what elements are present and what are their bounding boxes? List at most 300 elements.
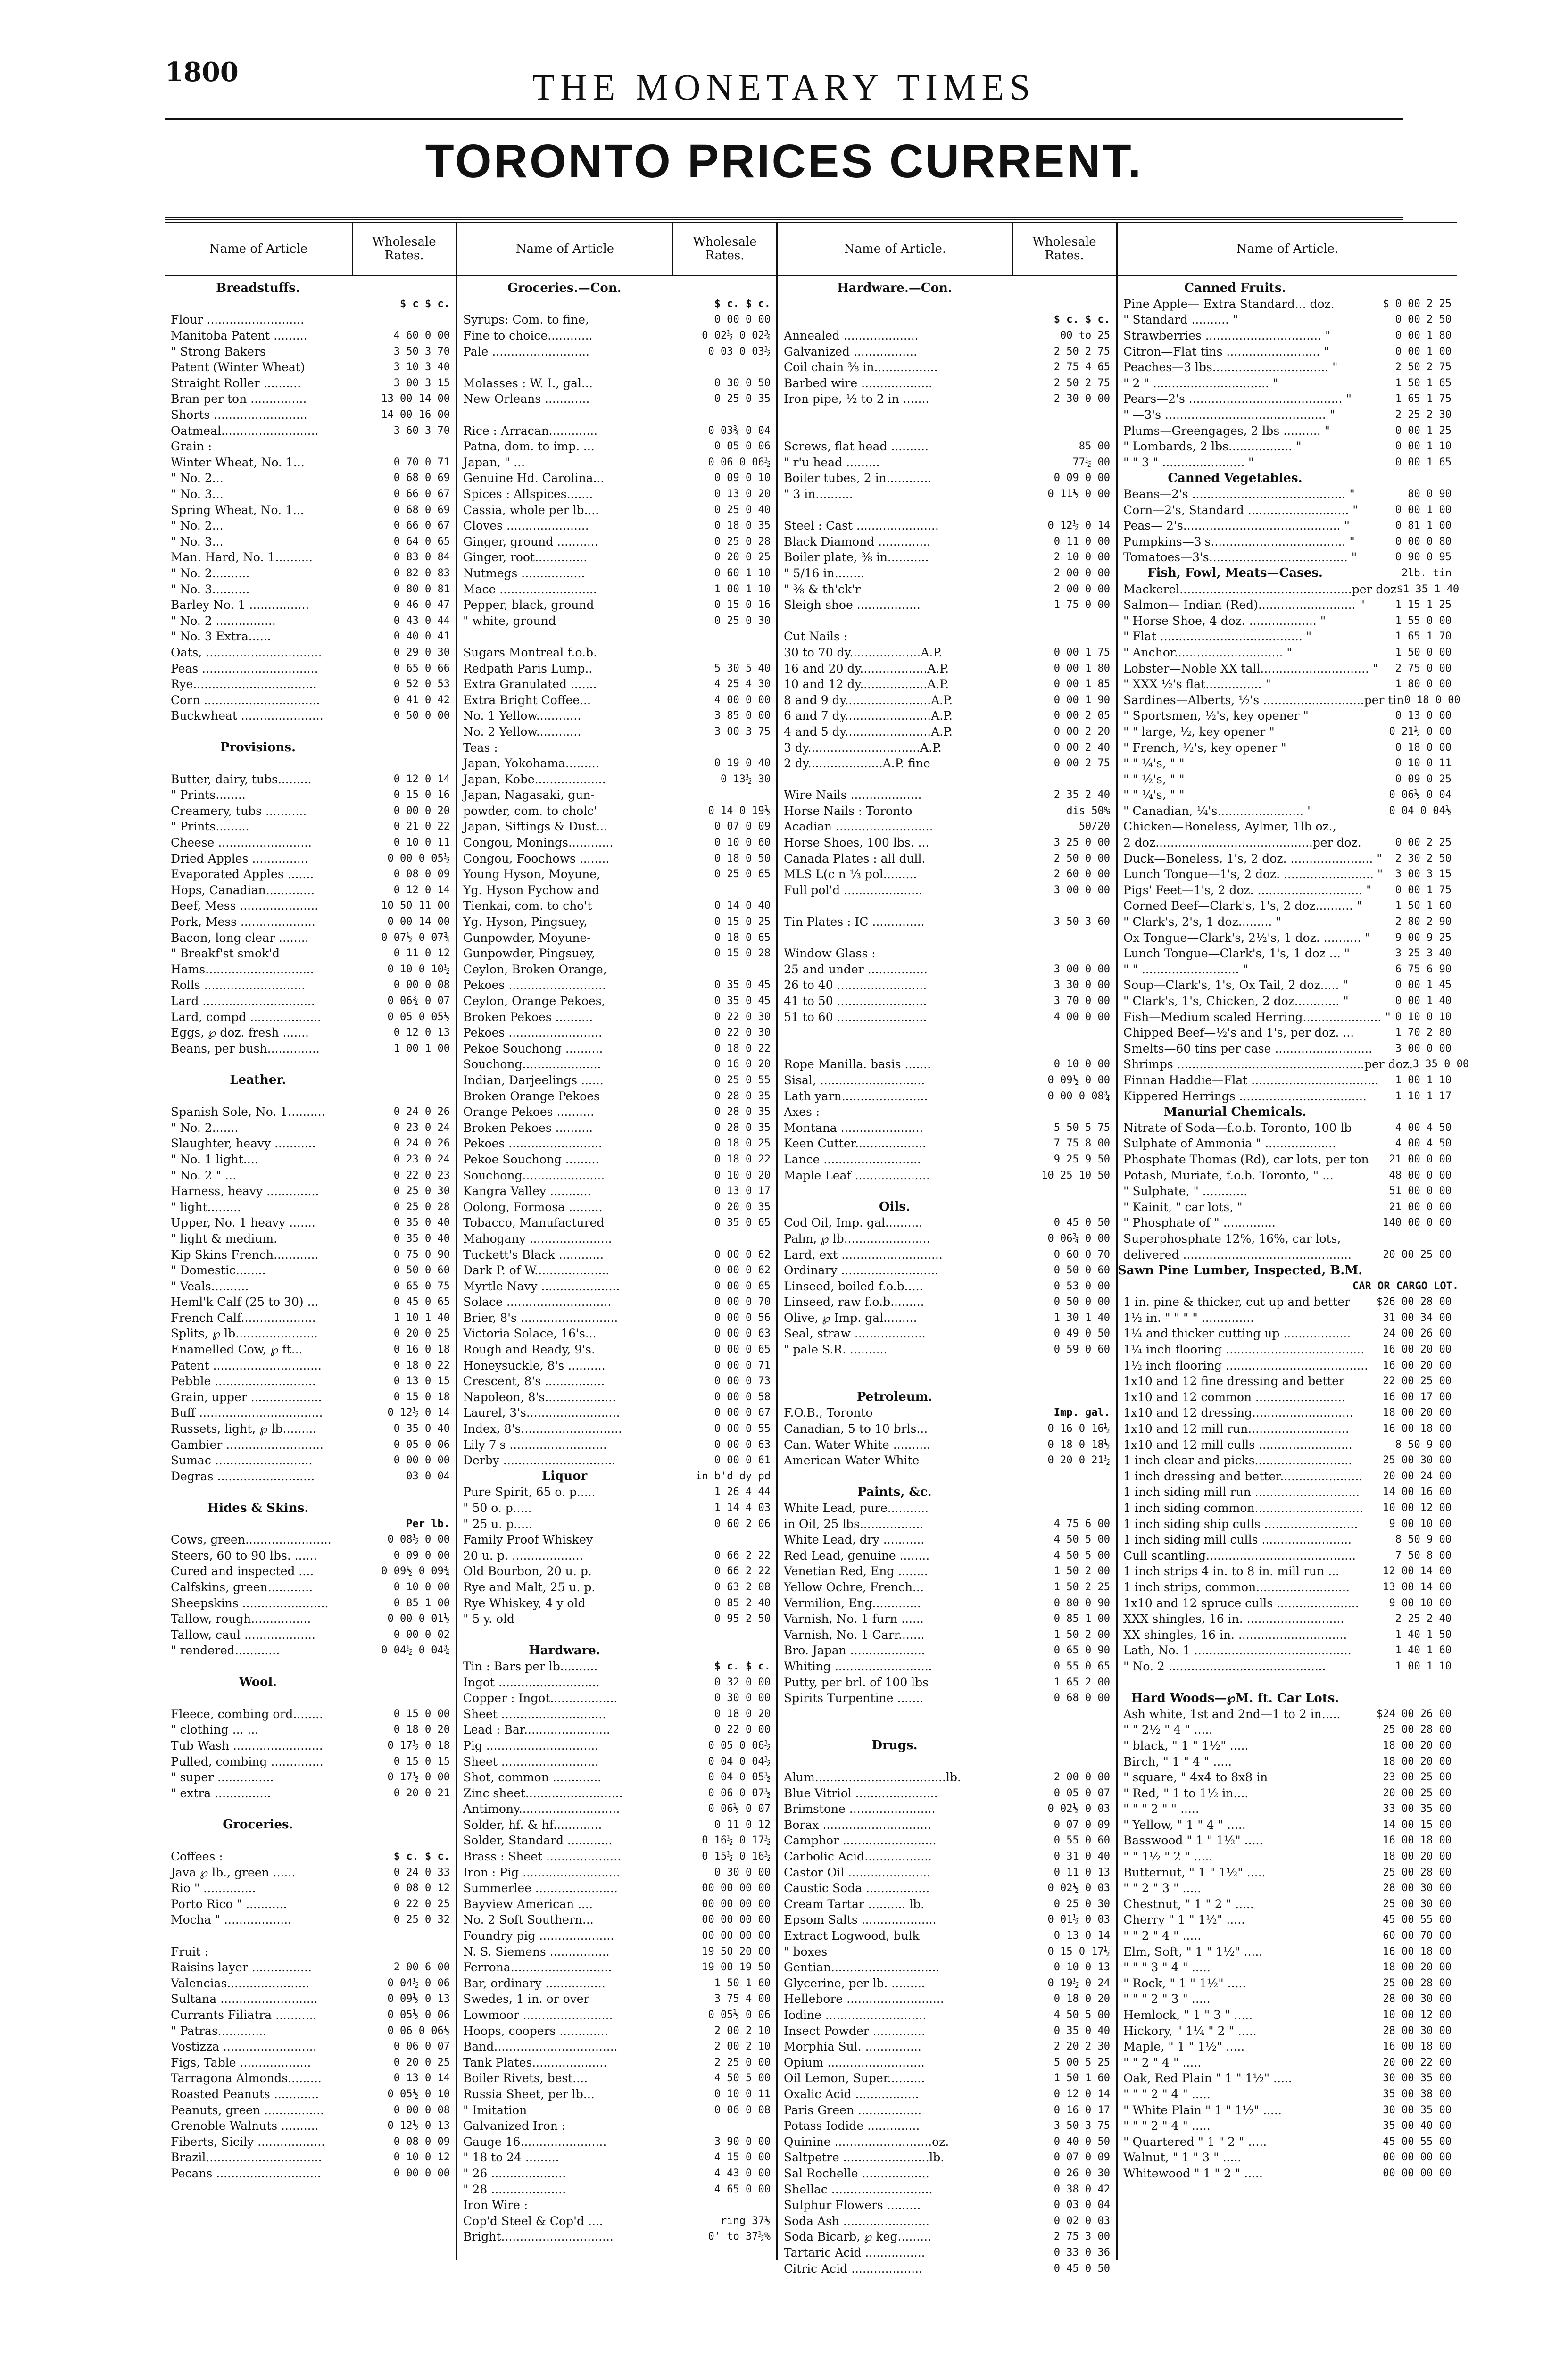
- price-value: 1 50 2 00: [1054, 1565, 1110, 1578]
- article-name: Shot, common .............: [463, 1770, 602, 1785]
- price-row: [457, 787, 776, 803]
- section-title: Groceries.: [223, 1818, 293, 1832]
- article-name: Beans—2's ......................................... ": [1123, 487, 1355, 501]
- price-row: [165, 1453, 456, 1469]
- price-value: 0 04 0 04½: [1389, 805, 1452, 817]
- article-name: Galvanized Iron :: [463, 2119, 566, 2133]
- price-value: 0 12½ 0 14: [1047, 520, 1110, 532]
- article-name: " " " 3 " 4 " .....: [1123, 1960, 1211, 1975]
- price-row: [165, 660, 456, 676]
- article-name: 20 u. p. ...................: [463, 1548, 583, 1562]
- article-name: Mocha " ..................: [171, 1913, 292, 1927]
- price-row: [778, 2086, 1116, 2102]
- price-row: [165, 1579, 456, 1595]
- article-name: 1 inch dressing and better......................: [1123, 1469, 1363, 1483]
- price-row: [1118, 930, 1457, 946]
- price-row: [457, 1595, 776, 1611]
- price-value: 0 01½ 0 03: [1047, 1914, 1110, 1926]
- price-row: [457, 1817, 776, 1833]
- price-value: 0 16 0 17: [1054, 2104, 1110, 2116]
- article-name: Sal Rochelle ..................: [784, 2166, 929, 2180]
- article-name: Peanuts, green ................: [171, 2103, 324, 2117]
- price-row: [1118, 708, 1457, 724]
- price-row: [165, 645, 456, 661]
- price-value: 0 90 0 95: [1395, 551, 1452, 564]
- price-value: 1 14 4 03: [714, 1502, 771, 1514]
- price-row: [457, 502, 776, 518]
- article-name: Bar, ordinary ................: [463, 1976, 606, 1990]
- article-name: Lath, No. 1 ..........................................: [1123, 1644, 1352, 1658]
- article-name: Extra Bright Coffee...: [463, 693, 591, 707]
- article-name: Peaches—3 lbs............................... ": [1123, 360, 1338, 374]
- price-row: [165, 328, 456, 344]
- article-name: Harness, heavy ..............: [171, 1184, 319, 1198]
- article-name: No. 2 Yellow............: [463, 724, 581, 739]
- price-row: [1118, 1025, 1457, 1041]
- article-name: " clothing ... ...: [171, 1723, 259, 1737]
- price-row: [1118, 296, 1457, 312]
- price-row: [1118, 1500, 1457, 1516]
- price-row: [457, 1833, 776, 1849]
- price-row: [1118, 977, 1457, 993]
- row-spacer: [778, 502, 1116, 518]
- article-name: Horse Shoes, 100 lbs. ...: [784, 836, 929, 850]
- column-name-header: Name of Article: [165, 223, 353, 275]
- article-name: Tank Plates....................: [463, 2055, 607, 2069]
- article-name: " 50 o. p.....: [463, 1501, 532, 1515]
- price-row: [778, 914, 1116, 930]
- price-value: 13 00 14 00: [1383, 1581, 1452, 1593]
- price-value: 0 05 0 06½: [708, 1739, 771, 1752]
- price-value: 0 50 0 60: [393, 1264, 450, 1277]
- price-value: 0 13 0 15: [393, 1375, 450, 1387]
- article-name: Hams.............................: [171, 962, 314, 976]
- price-row: [778, 962, 1116, 978]
- article-name: Broken Pekoes ..........: [463, 1010, 593, 1024]
- article-name: Caustic Soda .................: [784, 1881, 930, 1895]
- price-value: 0 15 0 16: [393, 789, 450, 801]
- price-value: 1 26 4 44: [714, 1486, 771, 1498]
- price-row: [457, 1246, 776, 1262]
- price-value: 3 85 0 00: [714, 710, 771, 722]
- price-value: 0' to 37½%: [708, 2231, 771, 2243]
- price-value: 0 06¾ 0 07: [387, 995, 450, 1007]
- price-value: 0 04 0 04½: [708, 1755, 771, 1768]
- price-row: [1118, 1041, 1457, 1057]
- price-row: [778, 739, 1116, 756]
- price-value: 0 50 0 60: [1054, 1264, 1110, 1277]
- price-row: [778, 1326, 1116, 1342]
- article-name: Tin Plates : IC ..............: [784, 915, 925, 929]
- price-row: [778, 803, 1116, 819]
- price-row: [778, 1120, 1116, 1136]
- price-value: 0 43 0 44: [393, 614, 450, 627]
- price-row: [1118, 1738, 1457, 1754]
- price-row: [457, 708, 776, 724]
- price-row: [1118, 2055, 1457, 2071]
- price-value: 0 70 0 71: [393, 456, 450, 468]
- article-name: 1 in. pine & thicker, cut up and better: [1123, 1295, 1350, 1309]
- price-row: [457, 803, 776, 819]
- price-row: [165, 898, 456, 914]
- article-name: " " 3 " ...................... ": [1123, 455, 1254, 469]
- price-value: 14 00 16 00: [1383, 1486, 1452, 1498]
- price-value: 0 02½ 0 02¾: [702, 330, 771, 342]
- price-row: [1118, 1785, 1457, 1801]
- price-row: [457, 1738, 776, 1754]
- column-body: [457, 276, 776, 2260]
- price-row: [778, 993, 1116, 1009]
- article-name: Iron : Pig ..........................: [463, 1865, 620, 1879]
- article-name: Pure Spirit, 65 o. p.....: [463, 1485, 596, 1499]
- price-value: 0 64 0 65: [393, 535, 450, 548]
- price-row: [457, 866, 776, 882]
- price-row: [778, 1342, 1116, 1358]
- price-row: [165, 613, 456, 629]
- row-spacer: [165, 1928, 456, 1944]
- price-row: [165, 391, 456, 407]
- article-name: Currants Filiatra ...........: [171, 2008, 317, 2022]
- article-name: Steers, 60 to 90 lbs. ......: [171, 1548, 317, 1562]
- price-value: 2 10 0 00: [1054, 551, 1110, 564]
- price-row: [457, 1706, 776, 1722]
- price-value: 4 00 0 00: [1054, 1011, 1110, 1023]
- price-row: [778, 946, 1116, 962]
- article-name: Boiler plate, ⅜ in...........: [784, 550, 929, 565]
- article-name: Annealed ....................: [784, 329, 919, 343]
- article-name: Camphor .........................: [784, 1834, 937, 1848]
- price-row: [778, 597, 1116, 613]
- article-name: Pears—2's ......................................... ": [1123, 392, 1352, 406]
- price-row: [778, 819, 1116, 835]
- price-row: [778, 455, 1116, 471]
- price-row: [457, 296, 776, 312]
- article-name: " No. 3..........: [171, 582, 250, 596]
- section-title: Hard Woods—℘M. ft. Car Lots.: [1131, 1691, 1339, 1705]
- article-name: Japan, Siftings & Dust...: [463, 820, 608, 834]
- price-row: [165, 1310, 456, 1326]
- price-value: 0 59 0 60: [1054, 1344, 1110, 1356]
- price-row: [165, 1738, 456, 1754]
- price-value: 0 40 0 41: [393, 631, 450, 643]
- article-name: New Orleans ............: [463, 392, 590, 406]
- price-value: 28 00 30 00: [1383, 1993, 1452, 2005]
- price-row: [1118, 1405, 1457, 1421]
- price-row: [1118, 660, 1457, 676]
- price-value: 3 00 3 15: [1395, 868, 1452, 880]
- price-row: [457, 850, 776, 866]
- article-name: Pekoes .........................: [463, 1026, 602, 1040]
- price-value: 1 80 0 00: [1395, 678, 1452, 690]
- article-name: Plums—Greengages, 2 lbs .......... ": [1123, 423, 1330, 438]
- price-row: [1118, 1278, 1457, 1294]
- price-row: [778, 565, 1116, 581]
- price-row: [457, 1659, 776, 1675]
- section-title: Paints, &c.: [857, 1485, 932, 1499]
- article-name: Oil Lemon, Super..........: [784, 2071, 925, 2085]
- price-value: 0 12½ 0 13: [387, 2120, 450, 2132]
- price-row: [778, 1849, 1116, 1865]
- article-name: Gauge 16.......................: [463, 2134, 607, 2149]
- price-row: [165, 2134, 456, 2150]
- article-name: Duck—Boneless, 1's, 2 doz. ...................... ": [1123, 851, 1382, 865]
- article-name: N. S. Siemens ................: [463, 1944, 610, 1959]
- article-name: 1x10 and 12 mill run...........................: [1123, 1422, 1349, 1436]
- price-row: [1118, 1976, 1457, 1992]
- price-value: 0 00 0 65: [714, 1280, 771, 1292]
- price-value: 0 38 0 42: [1054, 2183, 1110, 2195]
- price-value: 3 90 0 00: [714, 2135, 771, 2148]
- price-value: $ c. $ c.: [1054, 314, 1110, 326]
- price-value: 0 07½ 0 07¾: [381, 931, 450, 944]
- article-name: Family Proof Whiskey: [463, 1533, 593, 1547]
- price-value: 0 13 0 14: [1054, 1930, 1110, 1942]
- article-name: Whitewood " 1 " 2 " .....: [1123, 2166, 1263, 2180]
- price-value: 0 25 0 30: [393, 1185, 450, 1197]
- price-value: 4 50 5 00: [1054, 1549, 1110, 1561]
- article-name: Strawberries ............................... ": [1123, 329, 1331, 343]
- section-heading: [457, 1469, 776, 1485]
- article-name: Fine to choice............: [463, 329, 593, 343]
- article-name: Vostizza .........................: [171, 2040, 317, 2054]
- price-row: [457, 1152, 776, 1168]
- article-name: Venetian Red, Eng ........: [784, 1564, 928, 1578]
- row-spacer: [778, 1025, 1116, 1041]
- price-row: [1118, 882, 1457, 898]
- price-value: 2 75 3 00: [1054, 2231, 1110, 2243]
- article-name: Fish—Medium scaled Herring..................... ": [1123, 1010, 1391, 1024]
- article-name: Ordinary ..........................: [784, 1263, 939, 1278]
- price-value: 0 09 0 00: [1054, 472, 1110, 484]
- price-value: 1 50 1 65: [1395, 377, 1452, 389]
- article-name: Japan, Kobe...................: [463, 772, 606, 786]
- article-name: Ceylon, Orange Pekoes,: [463, 994, 606, 1008]
- article-name: Canadian, 5 to 10 brls...: [784, 1422, 928, 1436]
- article-name: Alum...................................lb.: [784, 1770, 961, 1785]
- price-value: 2 25 2 30: [1395, 409, 1452, 421]
- article-name: Brass : Sheet ....................: [463, 1850, 621, 1864]
- price-value: 0 18 0 20: [1054, 1993, 1110, 2005]
- price-value: 0 22 0 30: [714, 1011, 771, 1023]
- price-value: 1 65 2 00: [1054, 1676, 1110, 1688]
- article-name: Peas— 2's.......................................... ": [1123, 519, 1350, 533]
- price-value: 0 10 0 13: [1054, 1961, 1110, 1974]
- price-row: [1118, 1959, 1457, 1976]
- price-value: 140 00 0 00: [1383, 1217, 1452, 1229]
- price-row: [457, 676, 776, 692]
- price-value: 00 00 00 00: [702, 1898, 771, 1910]
- price-value: ring 37½: [721, 2215, 771, 2227]
- article-name: Shorts .........................: [171, 408, 307, 422]
- price-value: 30 00 35 00: [1383, 2072, 1452, 2084]
- price-value: 0 85 2 40: [714, 1597, 771, 1609]
- price-row: [457, 1801, 776, 1817]
- article-name: 1x10 and 12 common ........................: [1123, 1390, 1345, 1404]
- price-row: [1118, 1389, 1457, 1405]
- article-name: Crescent, 8's ................: [463, 1374, 605, 1388]
- price-value: 4 50 5 00: [1054, 2009, 1110, 2021]
- price-row: [165, 787, 456, 803]
- article-name: Patent .............................: [171, 1358, 322, 1372]
- price-row: [457, 2197, 776, 2213]
- article-name: Dried Apples ...............: [171, 851, 308, 865]
- article-name: Yellow Ochre, French...: [784, 1580, 924, 1594]
- article-name: " Clark's, 1's, Chicken, 2 doz............ ": [1123, 994, 1349, 1008]
- article-name: " French, ½'s, key opener ": [1123, 740, 1286, 755]
- row-spacer: [778, 898, 1116, 914]
- article-name: Bayview American ....: [463, 1897, 593, 1911]
- section-heading: [165, 1072, 456, 1088]
- article-name: Eggs, ℘ doz. fresh .......: [171, 1026, 309, 1040]
- price-value: 8 50 9 00: [1395, 1534, 1452, 1546]
- price-row: [165, 1294, 456, 1310]
- price-row: [1118, 2102, 1457, 2118]
- article-name: 1x10 and 12 spruce culls ......................: [1123, 1596, 1359, 1610]
- price-value: 25 00 28 00: [1383, 1977, 1452, 1989]
- price-row: [778, 375, 1116, 391]
- article-name: " boxes: [784, 1944, 828, 1959]
- price-row: [778, 2260, 1116, 2276]
- price-row: [457, 1310, 776, 1326]
- article-name: Iron Wire :: [463, 2198, 528, 2212]
- article-name: Figs, Table ...................: [171, 2055, 311, 2069]
- price-value: 0 09½ 0 00: [1047, 1074, 1110, 1086]
- article-name: Honeysuckle, 8's ..........: [463, 1358, 606, 1372]
- price-value: 0 16½ 0 17½: [702, 1835, 771, 1847]
- article-name: Opium ..........................: [784, 2055, 925, 2069]
- article-name: Buckwheat ......................: [171, 709, 324, 723]
- price-row: [778, 1611, 1116, 1627]
- price-value: 0 18 0 18½: [1047, 1438, 1110, 1451]
- article-name: Pigs' Feet—1's, 2 doz. ............................ ": [1123, 883, 1372, 897]
- price-row: [1118, 2166, 1457, 2182]
- price-value: 0 00 0 00: [393, 1454, 450, 1467]
- price-row: [457, 1025, 776, 1041]
- price-row: [457, 1373, 776, 1389]
- price-value: 0 00 2 20: [1054, 725, 1110, 738]
- price-row: [165, 439, 456, 455]
- price-value: 0 53 0 00: [1054, 1280, 1110, 1292]
- row-spacer: [457, 629, 776, 645]
- price-row: [1118, 1199, 1457, 1215]
- price-row: [1118, 1548, 1457, 1564]
- price-row: [1118, 787, 1457, 803]
- article-name: Spring Wheat, No. 1...: [171, 503, 304, 517]
- article-name: Swedes, 1 in. or over: [463, 1992, 589, 2006]
- article-name: Cop'd Steel & Cop'd ....: [463, 2214, 603, 2228]
- price-value: 1 65 1 70: [1395, 631, 1452, 643]
- price-row: [1118, 898, 1457, 914]
- article-name: Grain, upper ...................: [171, 1390, 322, 1404]
- price-row: [778, 2118, 1116, 2134]
- article-name: Soda Bicarb, ℘ keg.........: [784, 2230, 932, 2244]
- section-title: Provisions.: [220, 740, 296, 755]
- price-row: [778, 756, 1116, 772]
- price-row: [1118, 1880, 1457, 1896]
- article-name: Butternut, " 1 " 1½" .....: [1123, 1865, 1266, 1879]
- price-row: [457, 1056, 776, 1072]
- article-name: Solder, hf. & hf.............: [463, 1818, 602, 1832]
- price-value: 4 75 6 00: [1054, 1518, 1110, 1530]
- article-name: " Horse Shoe, 4 doz. .................. ": [1123, 614, 1326, 628]
- article-name: 25 and under ................: [784, 962, 928, 976]
- price-value: 2 00 2 10: [714, 2025, 771, 2037]
- price-value: 2 50 2 75: [1054, 345, 1110, 357]
- price-row: [778, 1231, 1116, 1247]
- price-row: [457, 1357, 776, 1373]
- article-name: Cheese .........................: [171, 836, 312, 850]
- price-row: [1118, 312, 1457, 328]
- price-value: 0 16 0 16½: [1047, 1423, 1110, 1435]
- price-value: 3 00 3 75: [714, 725, 771, 738]
- price-value: 0 05 0 06: [393, 1438, 450, 1451]
- price-value: 0 12 0 14: [393, 884, 450, 896]
- price-row: [457, 1674, 776, 1690]
- article-name: Potass Iodide ..............: [784, 2119, 920, 2133]
- price-value: 0 00 2 75: [1054, 757, 1110, 770]
- price-row: [457, 2134, 776, 2150]
- price-value: 0 00 1 90: [1054, 694, 1110, 706]
- price-value: 18 00 20 00: [1383, 1407, 1452, 1419]
- article-name: Sugars Montreal f.o.b.: [463, 645, 597, 659]
- price-row: [457, 581, 776, 597]
- price-value: $ c $ c.: [400, 298, 450, 310]
- price-row: [165, 2055, 456, 2071]
- price-row: [165, 1389, 456, 1405]
- price-value: 0 11 0 12: [393, 947, 450, 960]
- price-value: 03 0 04: [406, 1470, 450, 1482]
- price-value: 0 04½ 0 04¾: [381, 1644, 450, 1657]
- price-value: 0 00 1 85: [1054, 678, 1110, 690]
- price-row: [1118, 1357, 1457, 1373]
- price-row: [457, 597, 776, 613]
- price-row: [1118, 1152, 1457, 1168]
- article-name: Quinine ..........................oz.: [784, 2134, 949, 2149]
- price-value: 2 00 0 00: [1054, 583, 1110, 595]
- price-row: [457, 2055, 776, 2071]
- article-name: Rolls ...........................: [171, 978, 306, 992]
- article-name: Genuine Hd. Carolina...: [463, 471, 605, 485]
- price-value: 0 00 0 67: [714, 1407, 771, 1419]
- price-row: [778, 2181, 1116, 2197]
- price-value: 0 65 0 66: [393, 662, 450, 674]
- price-row: [165, 676, 456, 692]
- article-name: No. 2 Soft Southern...: [463, 1913, 594, 1927]
- price-row: [1118, 1991, 1457, 2007]
- article-name: Copper : Ingot..................: [463, 1691, 618, 1705]
- article-name: Fleece, combing ord........: [171, 1707, 324, 1721]
- row-spacer: [778, 1722, 1116, 1738]
- article-name: " 18 to 24 .........: [463, 2150, 559, 2165]
- section-heading: [778, 1484, 1116, 1500]
- price-value: 0 05½ 0 06: [387, 2009, 450, 2021]
- price-row: [165, 455, 456, 471]
- price-row: [1118, 518, 1457, 534]
- price-value: 0 25 0 65: [714, 868, 771, 880]
- price-row: [457, 2213, 776, 2229]
- price-value: 16 00 18 00: [1383, 2041, 1452, 2053]
- price-value: 0 00 0 00: [714, 314, 771, 326]
- price-row: [1118, 1627, 1457, 1643]
- price-row: [1118, 1183, 1457, 1199]
- price-row: [778, 2102, 1116, 2118]
- price-value: 0 03 0 04: [1054, 2199, 1110, 2211]
- price-row: [1118, 1659, 1457, 1675]
- price-row: [1118, 724, 1457, 740]
- article-name: Gentian.............................: [784, 1960, 940, 1975]
- price-value: 4 65 0 00: [714, 2183, 771, 2195]
- article-name: Birch, " 1 " 4 " .....: [1123, 1754, 1232, 1768]
